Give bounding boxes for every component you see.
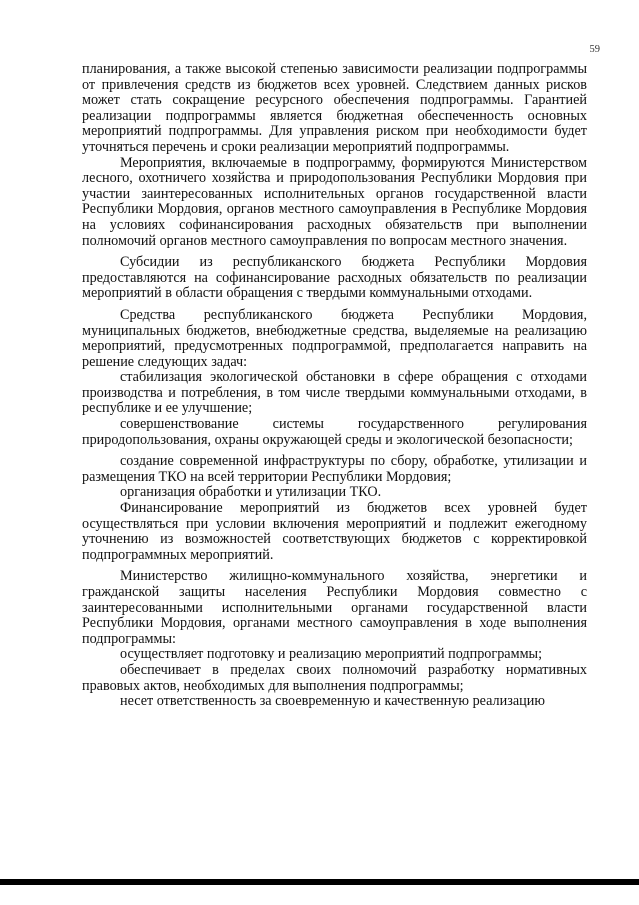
document-body	[82, 62, 587, 710]
paragraph: Субсидии из республиканского бюджета Республики Мордовия предоставляются на софинансирование расходных обязательств по реализации мероприятий в области обращения с твердыми коммунальными отходами.	[82, 254, 587, 302]
list-item: стабилизация экологической обстановки в сфере обращения с отходами производства и потребления, в том числе твердыми коммунальными отходами, в республике и ее улучшение;	[82, 369, 587, 417]
list-item: создание современной инфраструктуры по сбору, обработке, утилизации и размещения ТКО на всей территории Республики Мордовия;	[82, 453, 587, 485]
paragraph: Средства республиканского бюджета Республики Мордовия, муниципальных бюджетов, внебюджетные средства, выделяемые на реализацию мероприятий, предусмотренных подпрограммой, предполагается направить на решение следующих задач:	[82, 306, 587, 370]
page-number: 59	[589, 44, 600, 55]
list-item: осуществляет подготовку и реализацию мероприятий подпрограммы;	[120, 646, 543, 663]
list-item: обеспечивает в пределах своих полномочий разработку нормативных правовых актов, необходимых для выполнения подпрограммы;	[82, 661, 587, 694]
paragraph: Мероприятия, включаемые в подпрограмму, формируются Министерством лесного, охотничего хозяйства и природопользования Республики Мордовия при участии заинтересованных исполнительных органов государственной власти Республики Мордовия, органов местного самоуправления в Республике Мордовия на условиях софинансирования расходных обязательств при выполнении полномочий органов местного самоуправления по вопросам местного значения.	[82, 154, 587, 249]
list-item: организация обработки и утилизации ТКО.	[120, 484, 382, 501]
list-item: несет ответственность за своевременную и качественную реализацию	[120, 693, 545, 710]
paragraph: планирования, а также высокой степенью зависимости реализации подпрограммы от привлечения средств из бюджетов всех уровней. Следствием данных рисков может стать сокращение ресурсного обеспечения подпрограммы. Гарантией реализации подпрограммы является бюджетная обеспеченность основных мероприятий подпрограммы. Для управления риском при необходимости будет уточняться перечень и сроки реализации мероприятий подпрограммы.	[82, 61, 587, 155]
paragraph: Финансирование мероприятий из бюджетов всех уровней будет осуществляться при условии включения мероприятий и подлежит ежегодному уточнению из возможностей соответствующих бюджетов с корректировкой подпрограммных мероприятий.	[82, 500, 587, 563]
paragraph: Министерство жилищно-коммунального хозяйства, энергетики и гражданской защиты населения Республики Мордовия совместно с заинтересованными исполнительными органами государственной власти Республики Мордовия, органами местного самоуправления в ходе выполнения подпрограммы:	[82, 568, 587, 647]
scan-edge-divider	[0, 879, 639, 885]
list-item: совершенствование системы государственного регулирования природопользования, охраны окружающей среды и экологической безопасности;	[82, 416, 587, 448]
